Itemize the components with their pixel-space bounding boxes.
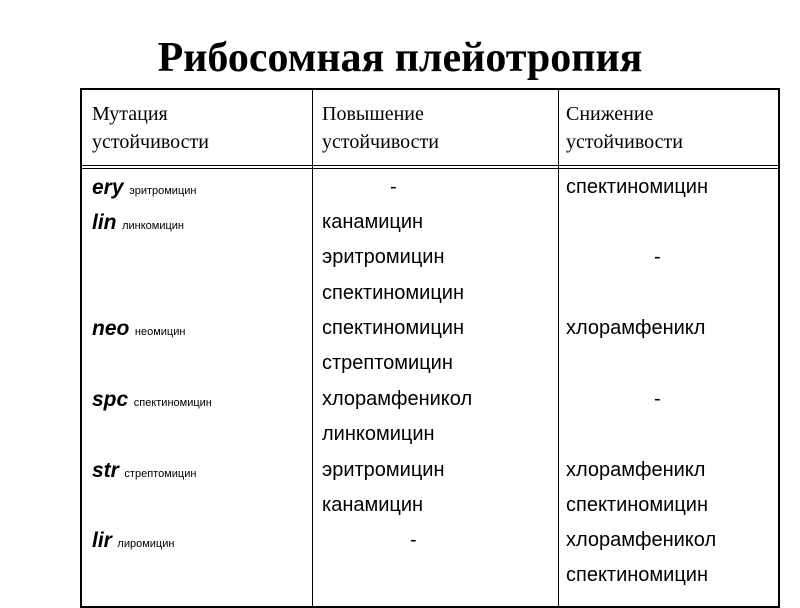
- decrease-item: спектиномицин: [566, 494, 709, 516]
- header-divider: [82, 165, 778, 169]
- decrease-item: -: [654, 388, 661, 410]
- mutation-lir: lir лиромицин: [92, 529, 175, 552]
- decrease-item: хлорамфеникол: [566, 529, 717, 551]
- increase-item: -: [410, 529, 417, 551]
- increase-item: спектиномицин: [322, 282, 465, 304]
- increase-item: эритромицин: [322, 246, 445, 268]
- decrease-item: хлорамфеникл: [566, 459, 706, 481]
- increase-item: эритромицин: [322, 459, 445, 481]
- decrease-item: -: [654, 246, 661, 268]
- header-line: устойчивости: [566, 131, 683, 153]
- page-title: Рибосомная плейотропия: [157, 35, 643, 81]
- increase-item: стрептомицин: [322, 352, 453, 374]
- pleiotropy-table: [80, 88, 780, 608]
- increase-item: канамицин: [322, 494, 424, 516]
- increase-item: хлорамфеникол: [322, 388, 473, 410]
- mutation-neo: neo неомицин: [92, 317, 186, 340]
- increase-item: канамицин: [322, 211, 424, 233]
- header-line: устойчивости: [92, 131, 209, 153]
- header-line: Снижение: [566, 103, 654, 125]
- header-increase: [322, 100, 439, 156]
- mutation-str: str стрептомицин: [92, 459, 197, 482]
- mutation-spc: spc спектиномицин: [92, 388, 212, 411]
- header-line: Мутация: [92, 103, 168, 125]
- mutation-lin: lin линкомицин: [92, 211, 184, 234]
- increase-item: линкомицин: [322, 423, 435, 445]
- decrease-item: хлорамфеникл: [566, 317, 706, 339]
- header-decrease: [566, 100, 683, 156]
- increase-item: -: [390, 176, 397, 198]
- mutation-ery: ery эритромицин: [92, 176, 197, 199]
- header-line: Повышение: [322, 103, 424, 125]
- decrease-item: спектиномицин: [566, 564, 709, 586]
- header-line: устойчивости: [322, 131, 439, 153]
- decrease-item: спектиномицин: [566, 176, 709, 198]
- increase-item: спектиномицин: [322, 317, 465, 339]
- header-mutation: [92, 100, 209, 156]
